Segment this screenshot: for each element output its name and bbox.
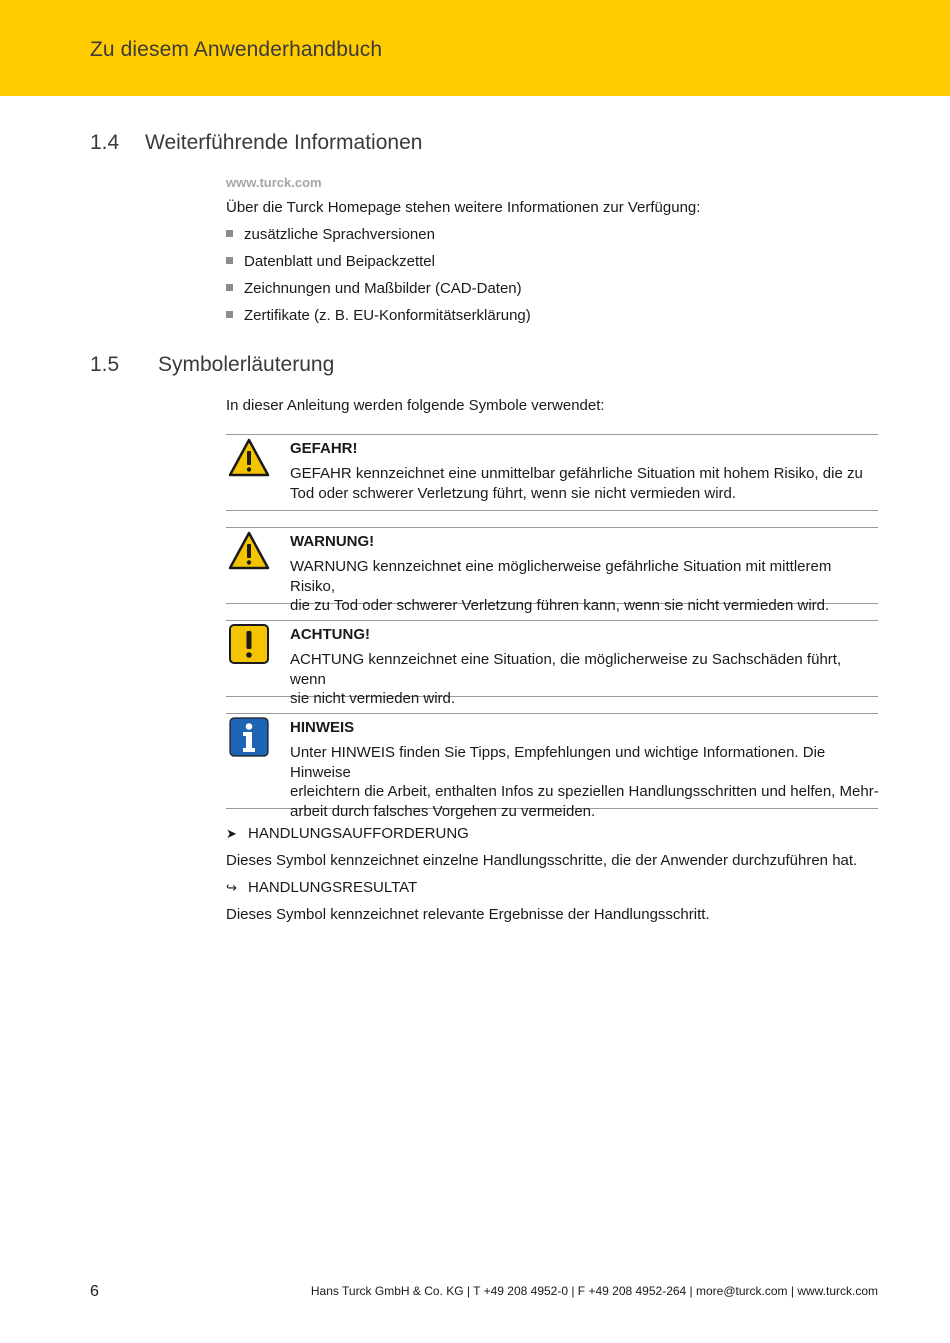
danger-title: GEFAHR! bbox=[290, 440, 358, 457]
caution-notice-box bbox=[226, 620, 878, 707]
bullet-square-icon bbox=[226, 257, 233, 264]
bullet-square-icon bbox=[226, 284, 233, 291]
footer-company-info: Hans Turck GmbH & Co. KG | T +49 208 4952-0 | F +49 208 4952-264 | more@turck.com | www.turck.com bbox=[310, 1284, 878, 1298]
header-title: Zu diesem Anwenderhandbuch bbox=[90, 38, 383, 61]
warning-title: WARNUNG! bbox=[290, 533, 375, 550]
warning-triangle-icon bbox=[228, 438, 270, 478]
bullet-square-icon bbox=[226, 230, 233, 237]
action-result-description: Dieses Symbol kennzeichnet relevante Ergebnisse der Handlungsschritt. bbox=[226, 906, 710, 923]
section-1-4-intro: Über die Turck Homepage stehen weitere Informationen zur Verfügung: bbox=[226, 199, 701, 216]
chevron-right-icon: ➤ bbox=[226, 826, 237, 841]
turck-website-link[interactable]: www.turck.com bbox=[226, 175, 322, 190]
action-result-label: HANDLUNGSRESULTAT bbox=[248, 879, 418, 896]
section-1-4-title: Weiterführende Informationen bbox=[145, 131, 423, 154]
action-result-label-row bbox=[226, 879, 417, 896]
warning-notice-box bbox=[226, 527, 878, 614]
list-item: zusätzliche Sprachversionen bbox=[226, 226, 435, 243]
section-1-5-title: Symbolerläuterung bbox=[158, 353, 335, 376]
page-header bbox=[0, 0, 950, 96]
page-number: 6 bbox=[90, 1283, 99, 1300]
exclamation-icon bbox=[228, 624, 270, 664]
action-request-description: Dieses Symbol kennzeichnet einzelne Handlungsschritte, die der Anwender durchzuführen hat. bbox=[226, 852, 858, 869]
list-item: Zertifikate (z. B. EU-Konformitätserklärung) bbox=[226, 307, 531, 324]
info-icon bbox=[228, 717, 270, 757]
section-1-5-intro: In dieser Anleitung werden folgende Symbole verwendet: bbox=[226, 397, 605, 414]
danger-notice-box bbox=[226, 434, 878, 511]
section-1-4-number: 1.4 bbox=[90, 131, 120, 154]
info-title: HINWEIS bbox=[290, 719, 355, 736]
curved-arrow-icon: ↪ bbox=[226, 880, 237, 895]
warning-description: WARNUNG kennzeichnet eine möglicherweise gefährliche Situation mit mittlerem Risiko, die zu Tod oder schwerer Verletzung führen kann, wenn sie nicht vermieden wird. bbox=[290, 558, 832, 614]
info-description: Unter HINWEIS finden Sie Tipps, Empfehlungen und wichtige Informationen. Die Hinweise erleichtern die Arbeit, enthalten Infos zu speziellen Handlungsschritten und helfen, Mehr- arbeit durch falsches Vorgehen zu vermeiden. bbox=[290, 744, 879, 820]
bullet-square-icon bbox=[226, 311, 233, 318]
action-request-label-row bbox=[226, 825, 469, 842]
info-notice-box bbox=[226, 713, 879, 820]
warning-triangle-icon bbox=[228, 531, 270, 571]
caution-description: ACHTUNG kennzeichnet eine Situation, die möglicherweise zu Sachschäden führt, wenn sie nicht vermieden wird. bbox=[290, 651, 842, 707]
list-item: Zeichnungen und Maßbilder (CAD-Daten) bbox=[226, 280, 522, 297]
danger-description: GEFAHR kennzeichnet eine unmittelbar gefährliche Situation mit hohem Risiko, die zu Tod oder schwerer Verletzung führt, wenn sie nicht vermieden wird. bbox=[290, 465, 863, 502]
action-request-label: HANDLUNGSAUFFORDERUNG bbox=[248, 825, 469, 842]
caution-title: ACHTUNG! bbox=[290, 626, 370, 643]
section-1-5-number: 1.5 bbox=[90, 353, 120, 376]
list-item: Datenblatt und Beipackzettel bbox=[226, 253, 435, 270]
